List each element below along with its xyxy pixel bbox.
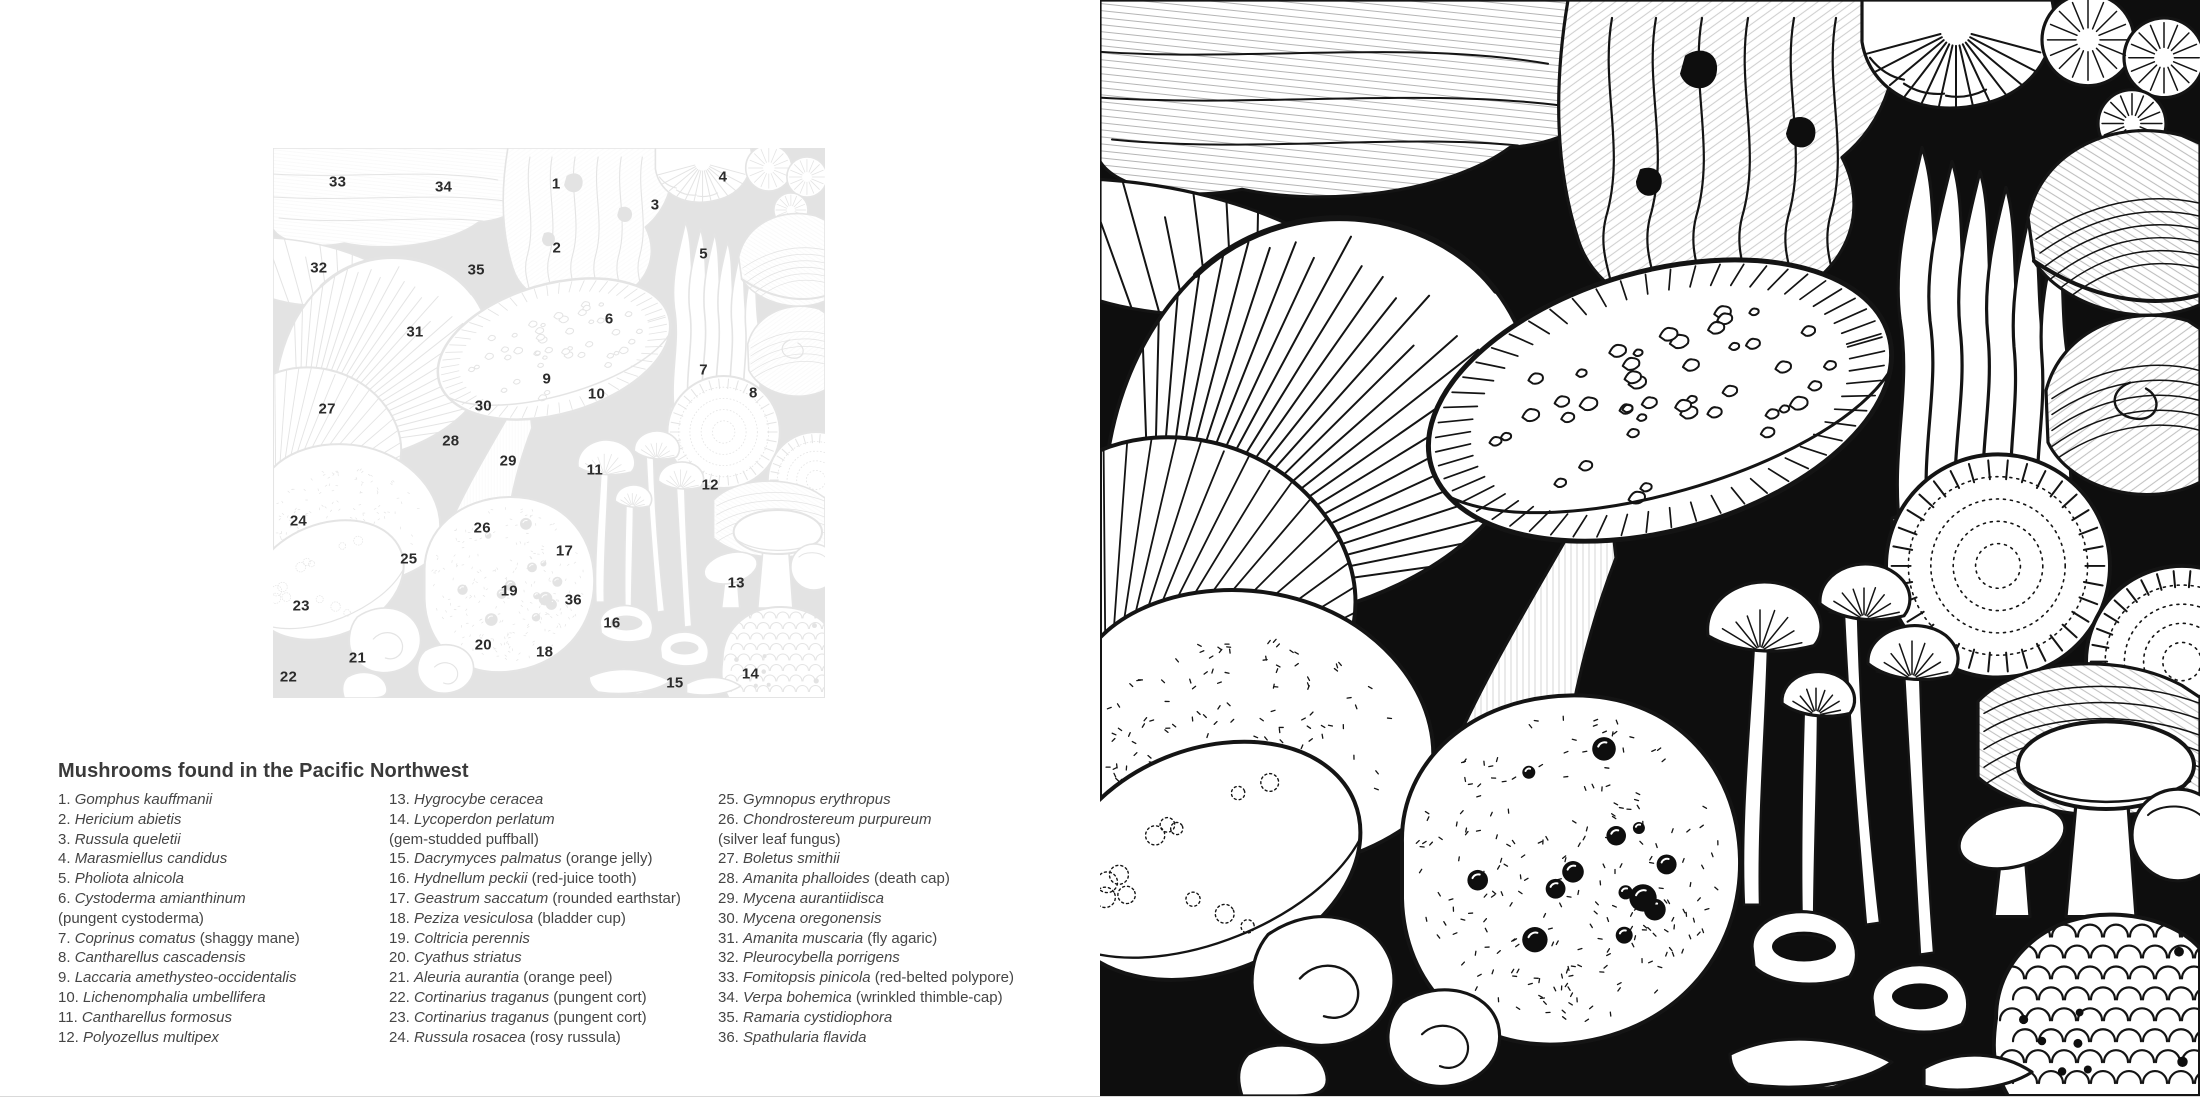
coloring-key [273,148,825,698]
key-number-3: 3 [650,196,660,214]
illustration-page [1100,0,2200,1100]
key-number-7: 7 [699,361,708,379]
legend-entry: 5. Pholiota alnicola [58,870,184,888]
key-number-14: 14 [741,665,760,683]
legend-entry: 19. Coltricia perennis [389,929,530,947]
legend-entry: 20. Cyathus striatus [389,949,522,967]
key-number-29: 29 [499,452,517,470]
key-number-33: 33 [329,173,347,191]
legend-entry: (gem-studded puffball) [389,830,539,848]
key-number-21: 21 [348,649,366,667]
legend-entry: 9. Laccaria amethysteo-occidentalis [58,969,297,987]
legend-entry: 13. Hygrocybe ceracea [389,791,544,808]
key-number-9: 9 [542,370,552,388]
key-number-5: 5 [699,245,708,263]
legend-entry: 35. Ramaria cystidiophora [718,1008,893,1026]
legend-entry: 12. Polyozellus multipex [58,1028,219,1046]
key-number-25: 25 [400,550,418,568]
key-number-16: 16 [603,614,621,632]
key-number-24: 24 [289,512,307,530]
legend-entry: 31. Amanita muscaria (fly agaric) [718,929,938,947]
key-number-15: 15 [666,674,684,692]
legend-entry: 25. Gymnopus erythropus [718,791,891,808]
key-number-6: 6 [604,310,614,327]
key-number-2: 2 [552,239,561,257]
legend-entry: 10. Lichenomphalia umbellifera [58,988,266,1006]
legend-entry: 21. Aleuria aurantia (orange peel) [389,969,613,987]
key-number-34: 34 [435,178,453,196]
legend-entry: 30. Mycena oregonensis [718,909,882,927]
key-number-22: 22 [279,668,297,686]
key-number-13: 13 [727,574,745,591]
key-numbers-layer [273,148,825,698]
legend-entry: 16. Hydnellum peckii (red-juice tooth) [389,870,637,888]
key-number-10: 10 [587,385,606,403]
key-number-18: 18 [536,643,554,661]
legend-entry: 34. Verpa bohemica (wrinkled thimble-cap) [718,988,1003,1006]
key-number-20: 20 [474,636,492,654]
key-number-32: 32 [310,259,328,277]
key-number-27: 27 [318,400,336,418]
key-number-28: 28 [442,432,460,450]
key-number-11: 11 [586,461,603,479]
legend-entry: 6. Cystoderma amianthinum [58,889,246,907]
key-number-36: 36 [564,591,582,609]
legend-entry: (silver leaf fungus) [718,830,841,848]
key-number-23: 23 [292,597,310,615]
legend-entry: 3. Russula queletii [58,830,181,848]
legend-column-3 [718,790,1043,1047]
legend-entry: 36. Spathularia flavida [718,1028,867,1046]
legend-entry: 1. Gomphus kauffmanii [58,791,213,808]
legend-entry: 11. Cantharellus formosus [58,1008,232,1026]
key-number-30: 30 [474,397,492,415]
key-number-8: 8 [748,384,758,402]
legend-columns [58,790,1068,1060]
legend-entry: (pungent cystoderma) [58,909,204,927]
legend [58,760,1068,1060]
legend-title: Mushrooms found in the Pacific Northwest [58,760,469,782]
key-number-19: 19 [500,582,518,600]
legend-entry: 27. Boletus smithii [718,850,840,868]
legend-entry: 15. Dacrymyces palmatus (orange jelly) [389,850,653,868]
legend-entry: 23. Cortinarius traganus (pungent cort) [389,1008,647,1026]
legend-entry: 22. Cortinarius traganus (pungent cort) [389,988,647,1006]
legend-entry: 32. Pleurocybella porrigens [718,949,900,967]
legend-entry: 33. Fomitopsis pinicola (red-belted polypore) [718,969,1015,987]
legend-entry: 29. Mycena aurantiidisca [718,889,884,907]
legend-entry: 28. Amanita phalloides (death cap) [718,870,950,888]
key-number-35: 35 [467,261,485,279]
key-number-17: 17 [555,542,573,560]
key-number-26: 26 [473,519,491,537]
key-number-1: 1 [551,175,561,193]
legend-entry: 26. Chondrostereum purpureum [718,810,932,828]
legend-entry: 7. Coprinus comatus (shaggy mane) [58,929,300,947]
legend-entry: 14. Lycoperdon perlatum [389,810,555,828]
legend-entry: 24. Russula rosacea (rosy russula) [389,1028,621,1046]
key-number-12: 12 [701,476,719,494]
mushroom-illustration [1100,0,2200,1096]
legend-column-1 [58,790,383,1047]
legend-entry: 4. Marasmiellus candidus [58,850,228,868]
legend-entry: 17. Geastrum saccatum (rounded earthstar) [389,889,681,907]
legend-entry: 8. Cantharellus cascadensis [58,949,246,967]
legend-column-2 [389,790,714,1047]
legend-entry: 18. Peziza vesiculosa (bladder cup) [389,909,626,927]
key-number-31: 31 [406,323,424,341]
key-number-4: 4 [718,168,728,186]
page-bottom-edge [0,1096,2200,1097]
legend-entry: 2. Hericium abietis [58,810,182,828]
